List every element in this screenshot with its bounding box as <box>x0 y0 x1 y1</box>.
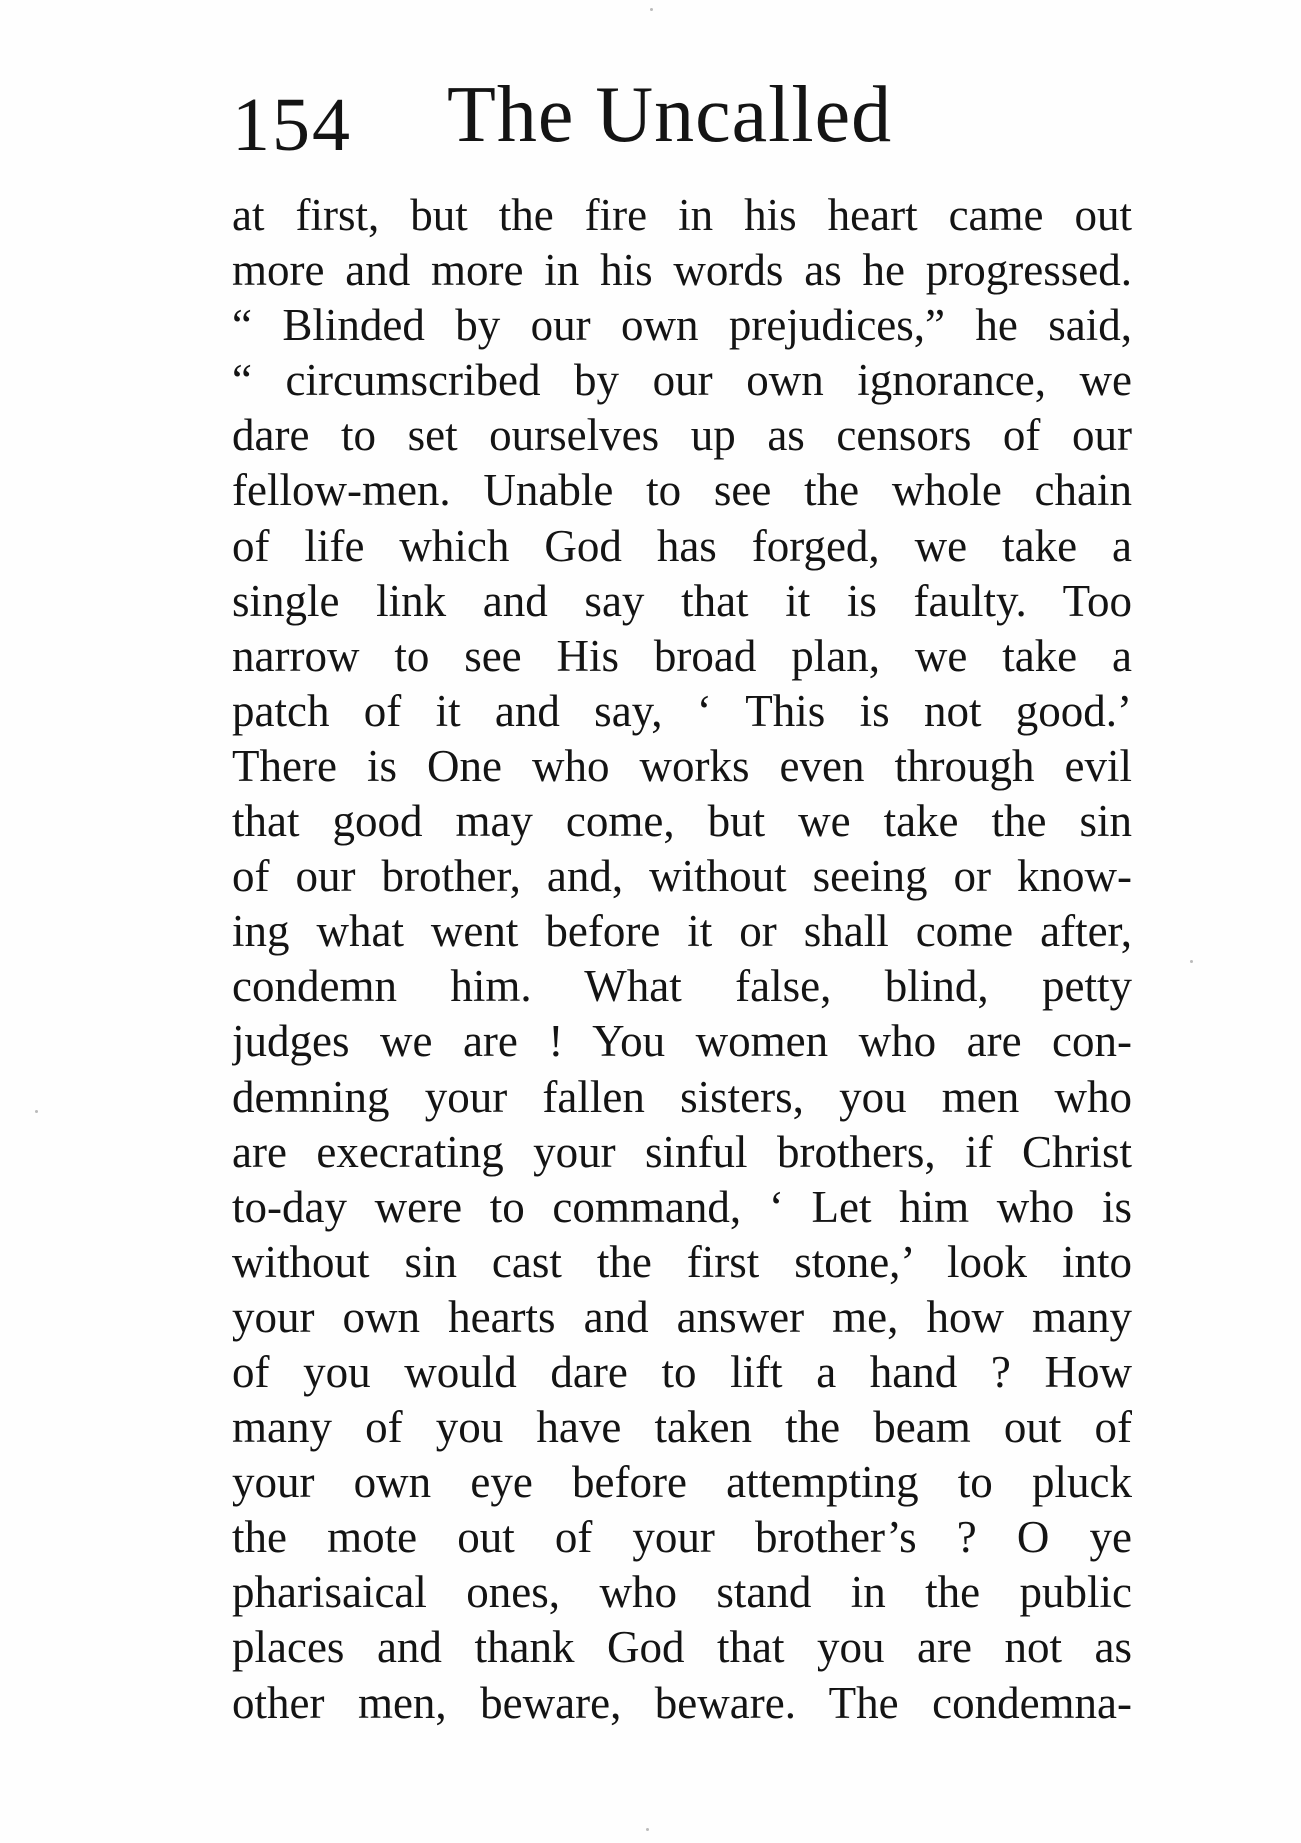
text-line: are execrating your sinful brothers, if Christ <box>232 1126 1132 1177</box>
text-line: your own hearts and answer me, how many <box>232 1291 1132 1342</box>
text-line: condemn him. What false, blind, petty <box>232 961 1132 1012</box>
text-line: narrow to see His broad plan, we take a <box>232 630 1132 681</box>
text-line: places and thank God that you are not as <box>232 1622 1132 1673</box>
text-line: more and more in his words as he progressed. <box>232 245 1132 296</box>
text-line: fellow-men. Unable to see the whole chain <box>232 465 1132 516</box>
text-line: single link and say that it is faulty. Too <box>232 575 1132 626</box>
text-line: judges we are ! You women who are con- <box>232 1016 1132 1067</box>
text-line: of you would dare to lift a hand ? How <box>232 1346 1132 1397</box>
text-line: other men, beware, beware. The condemna- <box>232 1677 1132 1728</box>
text-line: at first, but the fire in his heart came out <box>232 190 1132 240</box>
text-line: demning your fallen sisters, you men who <box>232 1071 1132 1122</box>
text-line: of life which God has forged, we take a <box>232 520 1132 571</box>
text-line: without sin cast the first stone,’ look into <box>232 1236 1132 1287</box>
text-line: ing what went before it or shall come after, <box>232 906 1132 957</box>
scan-speck <box>646 1828 649 1831</box>
text-line: to-day were to command, ‘ Let him who is <box>232 1181 1132 1232</box>
scan-speck <box>35 1110 38 1113</box>
text-line: “ Blinded by our own prejudices,” he said, <box>232 300 1132 351</box>
text-line: There is One who works even through evil <box>232 740 1132 791</box>
text-line: patch of it and say, ‘ This is not good.’ <box>232 685 1132 736</box>
text-line: pharisaical ones, who stand in the public <box>232 1567 1132 1618</box>
text-line: dare to set ourselves up as censors of our <box>232 410 1132 461</box>
text-line: the mote out of your brother’s ? O ye <box>232 1512 1132 1563</box>
text-line: your own eye before attempting to pluck <box>232 1457 1132 1508</box>
text-line: many of you have taken the beam out of <box>232 1402 1132 1453</box>
body-text <box>232 188 1132 1731</box>
text-line: of our brother, and, without seeing or know- <box>232 851 1132 902</box>
page-number: 154 <box>232 83 352 167</box>
running-title: The Uncalled <box>447 71 893 159</box>
scan-speck <box>650 8 653 11</box>
text-line: that good may come, but we take the sin <box>232 796 1132 847</box>
scan-speck <box>1190 960 1193 963</box>
text-line: “ circumscribed by our own ignorance, we <box>232 355 1132 406</box>
